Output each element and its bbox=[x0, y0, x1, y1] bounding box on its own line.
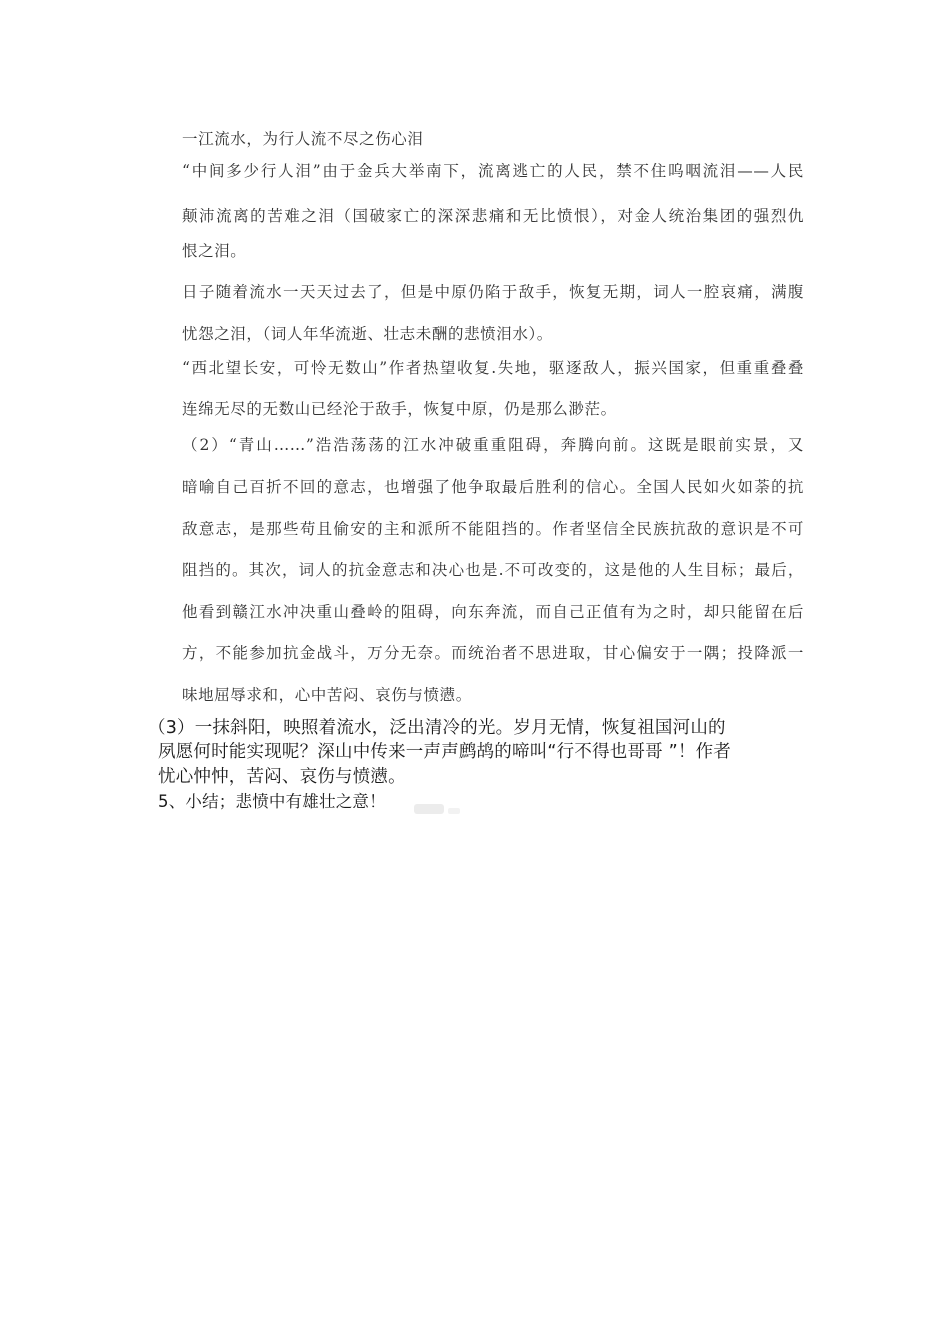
paragraph-line: “西北望长安，可怜无数山”作者热望收复.失地，驱逐敌人，振兴国家，但重重叠叠 bbox=[182, 359, 804, 377]
watermark-smudge bbox=[412, 800, 464, 820]
paragraph-line: 敌意志，是那些苟且偷安的主和派所不能阻挡的。作者坚信全民族抗敌的意识是不可 bbox=[182, 520, 804, 538]
paragraph-line: （2）“青山……”浩浩荡荡的江水冲破重重阻碍，奔腾向前。这既是眼前实景，又 bbox=[182, 436, 804, 454]
summary-line: 5、小结；悲愤中有雄壮之意！ bbox=[158, 792, 386, 811]
paragraph-line: 颠沛流离的苦难之泪（国破家亡的深深悲痛和无比愤恨），对金人统治集团的强烈仇 bbox=[182, 207, 804, 225]
closing-line: （3）一抹斜阳，映照着流水，泛出清冷的光。岁月无情，恢复祖国河山的 bbox=[148, 718, 726, 738]
paragraph-line: 他看到赣江水冲决重山叠岭的阻碍，向东奔流，而自己正值有为之时，却只能留在后 bbox=[182, 603, 804, 621]
paragraph-line: 日子随着流水一天天过去了，但是中原仍陷于敌手，恢复无期，词人一腔哀痛，满腹 bbox=[182, 283, 804, 301]
paragraph-line: 连绵无尽的无数山已经沦于敌手，恢复中原，仍是那么渺茫。 bbox=[182, 400, 617, 418]
paragraph-line: “中间多少行人泪”由于金兵大举南下，流离逃亡的人民，禁不住呜咽流泪——人民 bbox=[182, 162, 804, 180]
closing-line: 夙愿何时能实现呢？深山中传来一声声鹧鸪的啼叫“行不得也哥哥 ”！作者 bbox=[158, 742, 731, 762]
paragraph-line: 方，不能参加抗金战斗，万分无奈。而统治者不思进取，甘心偏安于一隅；投降派一 bbox=[182, 644, 804, 662]
paragraph-line: 阻挡的。其次，词人的抗金意志和决心也是.不可改变的，这是他的人生目标；最后， bbox=[182, 561, 804, 579]
paragraph-line: 味地屈辱求和，心中苦闷、哀伤与愤懑。 bbox=[182, 686, 472, 704]
closing-line: 忧心忡忡，苦闷、哀伤与愤懑。 bbox=[158, 767, 406, 787]
paragraph-line: 恨之泪。 bbox=[182, 242, 247, 260]
paragraph-line: 暗喻自己百折不回的意志，也增强了他争取最后胜利的信心。全国人民如火如荼的抗 bbox=[182, 478, 804, 496]
paragraph-line: 一江流水，为行人流不尽之伤心泪 bbox=[182, 130, 424, 148]
paragraph-line: 忧怨之泪，（词人年华流逝、壮志未酬的悲愤泪水）。 bbox=[182, 325, 553, 343]
